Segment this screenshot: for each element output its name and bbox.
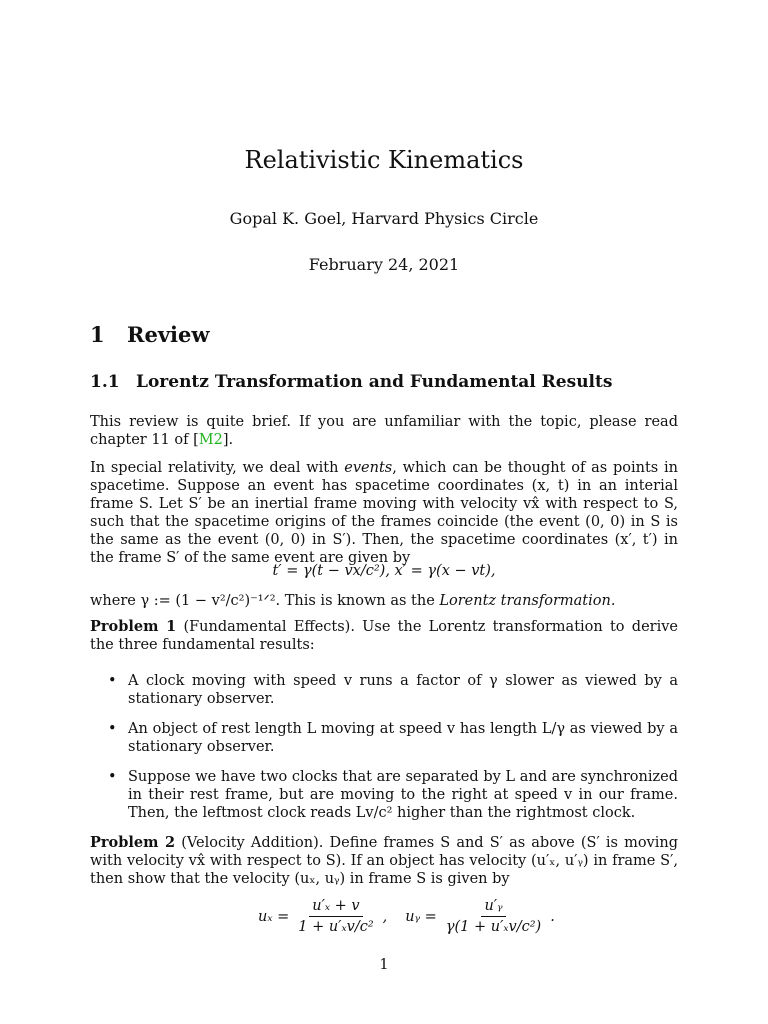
section-heading (90, 322, 209, 347)
lorentz-equation: t′ = γ(t − vx/c²), x′ = γ(x − vt), (272, 563, 496, 579)
velocity-addition-equation: uₓ = $\frac{\text{u′ₓ + v}}{\text{1 + u′ₓv/c²}}$ , uᵧ = $\frac{\text{u′ᵧ}}{\text{γ(1 + u′ₓv/c²)}}$ . (258, 898, 555, 935)
page-number: 1 (379, 957, 389, 973)
ux-fraction: $\frac{\text{u′ₓ + v}}{\text{1 + u′ₓv/c²}}$ (298, 898, 374, 935)
citation-link[interactable]: M2 (198, 432, 223, 448)
intro-paragraph: This review is quite brief. If you are unfamiliar with the topic, please read chapter 11 of [M2]. (90, 414, 678, 448)
bullet-icon: • (108, 673, 117, 689)
where-paragraph: where γ := (1 − v²/c²)⁻¹ᐟ². This is known as the Lorentz transformation. (90, 593, 616, 609)
bullet-icon: • (108, 769, 117, 785)
list-item: • An object of rest length L moving at speed v has length L/γ as viewed by a stationary observer. (108, 721, 678, 755)
section-title: Review (127, 322, 210, 347)
subsection-heading (90, 372, 612, 392)
list-item: • Suppose we have two clocks that are separated by L and are synchronized in their rest frame, but are moving to the right at speed v in our frame. Then, the leftmost clock reads Lv/c² higher than the rightmost clock. (108, 769, 678, 821)
problem-1-label: Problem 1 (90, 618, 177, 635)
list-item: • A clock moving with speed v runs a factor of γ slower as viewed by a stationary observer. (108, 673, 678, 707)
subsection-number: 1.1 (90, 372, 120, 392)
problem-2-label: Problem 2 (90, 834, 176, 851)
events-paragraph: In special relativity, we deal with events, which can be thought of as points in spacetime. Suppose an event has spacetime coordinates (x, t) in an interial frame S. Let S′ be an inertial frame moving with velocity vx̂ with respect to S, such that the spacetime origins of the frames coincide (the event (0, 0) in S is the same as the event (0, 0) in S′). Then, the spacetime coordinates (x′, t′) in the frame S′ of the same event are given by (90, 460, 678, 566)
paper-title: Relativistic Kinematics (244, 146, 524, 174)
bullet-icon: • (108, 721, 117, 737)
subsection-title: Lorentz Transformation and Fundamental Results (136, 372, 613, 392)
fundamental-results-list (108, 672, 678, 834)
problem-1: Problem 1 (Fundamental Effects). Use the Lorentz transformation to derive the three fundamental results: (90, 618, 678, 653)
date-line: February 24, 2021 (308, 255, 460, 274)
uy-fraction: $\frac{\text{u′ᵧ}}{\text{γ(1 + u′ₓv/c²)}}$ (445, 898, 542, 935)
author-line: Gopal K. Goel, Harvard Physics Circle (229, 209, 539, 228)
section-number: 1 (90, 322, 105, 347)
problem-2: Problem 2 (Velocity Addition). Define frames S and S′ as above (S′ is moving with velocity vx̂ with respect to S). If an object has velocity (u′ₓ, u′ᵧ) in frame S′, then show that the velocity (uₓ, uᵧ) in frame S is given by (90, 834, 678, 887)
